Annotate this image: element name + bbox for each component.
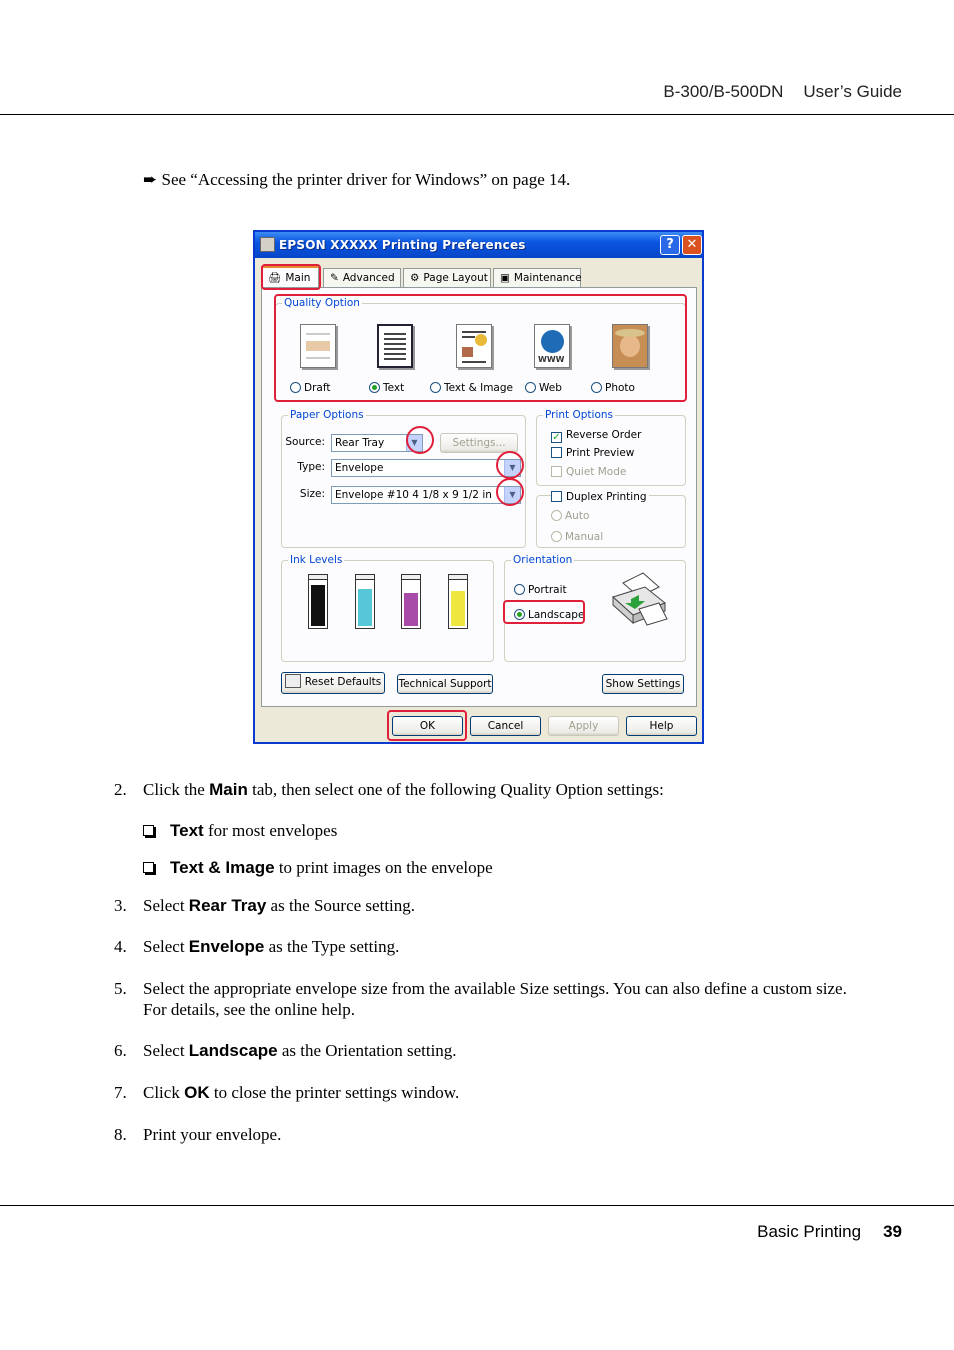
- settings-button[interactable]: Settings...: [440, 433, 518, 453]
- close-button[interactable]: ✕: [682, 235, 702, 255]
- landscape-highlight: [503, 600, 585, 624]
- header-rule: [0, 114, 954, 115]
- bullet-text: Text for most envelopes: [143, 821, 337, 841]
- source-arrow-highlight: [406, 426, 434, 454]
- ink-black: [308, 579, 328, 629]
- quality-draft-radio[interactable]: Draft: [290, 382, 330, 394]
- dialog-title: EPSON XXXXX Printing Preferences: [279, 238, 526, 252]
- help-title-button[interactable]: ?: [660, 235, 680, 255]
- reverse-order-checkbox[interactable]: ✓ Reverse Order: [552, 429, 642, 443]
- running-header: [663, 82, 902, 102]
- bullet-text-image: Text & Image to print images on the envelope: [143, 858, 493, 878]
- quality-web-radio[interactable]: Web: [525, 382, 562, 394]
- ink-cyan: [355, 579, 375, 629]
- tab-main[interactable]: 🖨 Main: [261, 266, 319, 288]
- tab-advanced[interactable]: ✎ Advanced: [323, 268, 401, 288]
- duplex-auto-radio[interactable]: Auto: [551, 510, 589, 522]
- ink-magenta: [401, 579, 421, 629]
- print-options-legend: Print Options: [545, 409, 614, 421]
- printer-landscape-icon: [609, 569, 671, 629]
- quality-option-highlight: [274, 294, 687, 402]
- header-guide: User’s Guide: [803, 82, 902, 101]
- checkbox-bullet-icon: [143, 825, 154, 836]
- duplex-manual-radio[interactable]: Manual: [551, 531, 603, 543]
- show-settings-button[interactable]: Show Settings: [602, 674, 684, 694]
- size-arrow-highlight: [496, 478, 524, 506]
- apply-button[interactable]: Apply: [548, 716, 619, 736]
- header-model: B-300/B-500DN: [663, 82, 784, 101]
- quality-text-image-radio[interactable]: Text & Image: [430, 382, 513, 394]
- print-preview-checkbox[interactable]: Print Preview: [551, 447, 634, 459]
- ink-levels-group: [281, 554, 494, 662]
- ok-highlight: [387, 710, 467, 741]
- reset-defaults-button[interactable]: Reset Defaults: [281, 672, 385, 694]
- type-select[interactable]: Envelope ▼: [331, 459, 521, 477]
- printing-preferences-dialog: [253, 230, 704, 744]
- page-number: 39: [883, 1222, 902, 1241]
- chevron-down-icon: ▼: [504, 487, 520, 503]
- see-reference: [143, 170, 570, 190]
- cancel-button[interactable]: Cancel: [470, 716, 541, 736]
- arrow-icon: ➨: [143, 170, 158, 189]
- duplex-printing-checkbox[interactable]: Duplex Printing: [551, 491, 649, 503]
- size-select[interactable]: Envelope #10 4 1/8 x 9 1/2 in ▼: [331, 486, 521, 504]
- orientation-legend: Orientation: [513, 554, 573, 566]
- ink-levels-legend: Ink Levels: [290, 554, 343, 566]
- paper-options-legend: Paper Options: [290, 409, 364, 421]
- technical-support-button[interactable]: Technical Support: [397, 674, 493, 694]
- type-label: Type:: [297, 461, 325, 473]
- size-label: Size:: [299, 488, 325, 500]
- ink-yellow: [448, 579, 468, 629]
- web-icon[interactable]: WWW: [534, 324, 570, 368]
- page-layout-tab-icon: ⚙: [410, 272, 420, 284]
- printer-icon: [260, 237, 275, 252]
- footer-rule: [0, 1205, 954, 1206]
- portrait-radio[interactable]: Portrait: [514, 584, 567, 596]
- reset-icon: [285, 674, 301, 688]
- advanced-tab-icon: ✎: [330, 272, 339, 284]
- checkbox-bullet-icon: [143, 862, 154, 873]
- main-tab-icon: 🖨: [268, 272, 282, 284]
- maintenance-tab-icon: ▣: [500, 272, 510, 284]
- running-footer: [757, 1222, 902, 1242]
- quiet-mode-checkbox[interactable]: Quiet Mode: [551, 466, 626, 478]
- quality-photo-radio[interactable]: Photo: [591, 382, 635, 394]
- title-bar[interactable]: [255, 232, 702, 258]
- source-label: Source:: [285, 436, 325, 448]
- ok-button[interactable]: OK: [392, 716, 463, 736]
- chevron-down-icon: ▼: [504, 460, 520, 476]
- check-icon: ✓: [552, 432, 561, 443]
- tab-maintenance[interactable]: ▣ Maintenance: [493, 268, 581, 288]
- source-select[interactable]: Rear Tray ▼: [331, 434, 423, 452]
- see-text: See “Accessing the printer driver for Windows” on page 14.: [161, 170, 571, 189]
- quality-option-legend: Quality Option: [284, 297, 360, 309]
- landscape-radio[interactable]: Landscape: [514, 609, 584, 621]
- paper-options-group: [281, 409, 526, 548]
- help-button[interactable]: Help: [626, 716, 697, 736]
- tab-page-layout[interactable]: ⚙ Page Layout: [403, 268, 491, 288]
- quality-text-radio[interactable]: Text: [369, 382, 404, 394]
- main-tab-highlight: [261, 264, 321, 290]
- duplex-group: [536, 491, 686, 548]
- type-arrow-highlight: [496, 451, 524, 479]
- print-options-group: [536, 409, 686, 486]
- footer-section: Basic Printing: [757, 1222, 862, 1241]
- chevron-down-icon: ▼: [406, 435, 422, 451]
